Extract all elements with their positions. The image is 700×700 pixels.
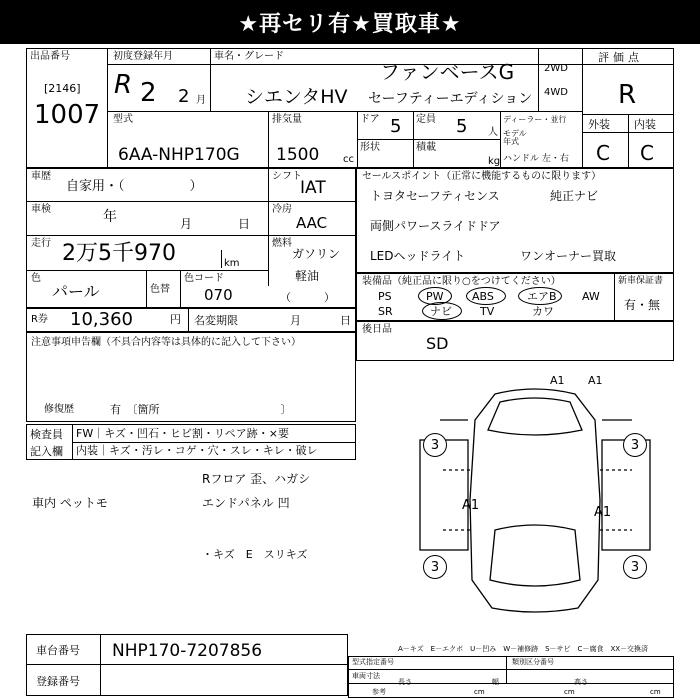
ac-label: 冷房 bbox=[272, 204, 292, 215]
repair-value: 有 〔箇所 〕 bbox=[110, 403, 292, 416]
color-label: 色 bbox=[31, 273, 41, 284]
model-year-label: モデル年式 bbox=[503, 129, 527, 146]
doors-label: ドア bbox=[360, 114, 380, 125]
loading-unit: kg bbox=[488, 156, 501, 167]
diagram-label: 3 bbox=[423, 555, 447, 579]
mileage-unit: km bbox=[224, 258, 240, 269]
rear-seat-label: 後日品 bbox=[362, 324, 392, 335]
car-diagram bbox=[400, 380, 670, 620]
diagram-label: A1 bbox=[462, 498, 480, 513]
type-label: 型式指定番号 bbox=[352, 658, 394, 666]
fuel-label: 燃料 bbox=[272, 238, 292, 249]
sales-point-item: 純正ナビ bbox=[550, 189, 599, 203]
height-label: 高さ bbox=[574, 678, 588, 686]
fuel-gasoline: ガソリン bbox=[292, 247, 341, 261]
first-reg-era: R bbox=[114, 70, 133, 100]
lot-label: 出品番号 bbox=[30, 51, 70, 62]
inspection-day-unit: 日 bbox=[238, 217, 251, 231]
equip-abs-circle bbox=[466, 287, 506, 305]
usage-label: 車歴 bbox=[31, 171, 51, 182]
mileage-value: 2万5千970 bbox=[62, 241, 176, 266]
diagram-legend: A－キズ E－エクボ U－凹み W－補修跡 S－サビ C－腐食 XX－交換済 bbox=[398, 645, 649, 653]
exterior-value: C bbox=[596, 141, 610, 165]
capacity-unit: 人 bbox=[488, 127, 498, 138]
header-title: ★再セリ有★買取車★ bbox=[238, 11, 462, 37]
diagram-label: 3 bbox=[423, 433, 447, 457]
equip-ps: PS bbox=[378, 290, 392, 303]
inspector-row1-text: FW｜キズ・凹石・ヒビ割・リペア跡・×要 bbox=[76, 427, 289, 440]
size-label: 車両寸法 bbox=[352, 672, 380, 680]
equip-airbag-circle bbox=[518, 287, 562, 305]
sales-points-label: セールスポイント（正常に機能するものに限ります） bbox=[362, 171, 602, 182]
inspection-label: 車検 bbox=[31, 204, 51, 215]
length-label: 長さ bbox=[398, 678, 412, 686]
cm-label: cm bbox=[474, 688, 485, 696]
first-reg-month-unit: 月 bbox=[196, 95, 206, 106]
cm-label: cm bbox=[564, 688, 575, 696]
repair-label: 修復歴 bbox=[44, 404, 74, 415]
cm-label: cm bbox=[650, 688, 661, 696]
capacity-label: 定員 bbox=[416, 114, 436, 125]
diagram-label: A1 bbox=[550, 374, 565, 387]
color-value: パール bbox=[52, 282, 100, 301]
first-reg-month: 2 bbox=[178, 86, 190, 107]
width-label: 幅 bbox=[492, 678, 499, 686]
dealer-label: ディーラー・並行 bbox=[503, 115, 567, 124]
inspection-year-strike: 年 bbox=[103, 209, 117, 225]
inspector-note: エンドパネル 凹 bbox=[202, 496, 290, 510]
doors-value: 5 bbox=[390, 116, 402, 137]
equip-abs: ABS bbox=[472, 290, 494, 303]
interior-value: C bbox=[640, 141, 654, 165]
inspector-row1-label: 検査員 bbox=[30, 428, 63, 441]
diagram-label: A1 bbox=[594, 505, 612, 520]
bottom-right-table bbox=[348, 656, 674, 698]
diagram-label: 3 bbox=[623, 433, 647, 457]
first-reg-label: 初度登録年月 bbox=[113, 51, 173, 62]
ref-label: 参考 bbox=[372, 688, 386, 696]
drive-2wd: 2WD bbox=[544, 63, 568, 74]
lot-number: 1007 bbox=[34, 100, 101, 130]
loading-label: 積載 bbox=[416, 142, 436, 153]
reg-label: 登録番号 bbox=[36, 675, 80, 688]
interior-label: 内装 bbox=[634, 118, 656, 131]
diagram-label: A1 bbox=[588, 374, 603, 387]
shift-value: IAT bbox=[300, 178, 326, 198]
car-name-line3: セーフティーエディション bbox=[368, 91, 533, 107]
left-note: 車内 ペットモ bbox=[32, 496, 108, 510]
first-reg-year: 2 bbox=[140, 78, 157, 108]
model-label: 型式 bbox=[113, 114, 133, 125]
equipment-label: 装備品（純正品に限り○をつけてください） bbox=[362, 276, 561, 287]
recycle-value: 10,360 bbox=[70, 309, 133, 330]
warranty-label: 新車保証書 bbox=[618, 276, 664, 286]
sales-point-item: トヨタセーフティセンス bbox=[370, 189, 500, 203]
equip-navi: ナビ bbox=[430, 305, 452, 318]
equip-pw: PW bbox=[426, 290, 444, 303]
inspector-row2-text: 内装｜キズ・汚レ・コゲ・穴・スレ・キレ・破レ bbox=[76, 444, 318, 457]
sales-point-item: 両側パワースライドドア bbox=[370, 219, 501, 233]
color-code-label: 色コード bbox=[184, 273, 224, 284]
fuel-paren: （ ） bbox=[280, 291, 335, 304]
equip-aw: AW bbox=[582, 290, 600, 303]
usage-value: 自家用・（ ） bbox=[66, 179, 203, 194]
diagram-label: 3 bbox=[623, 555, 647, 579]
sales-point-item: ワンオーナー買取 bbox=[520, 249, 617, 263]
page-header bbox=[0, 0, 700, 44]
car-name-line2: シエンタHV bbox=[245, 86, 348, 108]
name-change-label: 名変期限 bbox=[194, 314, 238, 327]
capacity-value: 5 bbox=[456, 116, 468, 137]
lot-code: [2146] bbox=[44, 82, 81, 95]
handle-label: ハンドル 左・右 bbox=[503, 154, 569, 164]
exterior-label: 外装 bbox=[588, 118, 610, 131]
displacement-value: 1500 bbox=[276, 145, 320, 165]
name-change-day: 日 bbox=[340, 314, 351, 327]
warranty-value: 有・無 bbox=[624, 298, 661, 312]
recycle-label: R券 bbox=[31, 314, 48, 325]
chassis-label: 車台番号 bbox=[36, 644, 80, 657]
drive-4wd: 4WD bbox=[544, 87, 568, 98]
model-value: 6AA-NHP170G bbox=[118, 145, 240, 165]
equip-tv: TV bbox=[480, 305, 495, 318]
displacement-label: 排気量 bbox=[272, 114, 302, 125]
shape-label: 形状 bbox=[360, 142, 380, 153]
inspector-note: ・キズ E スリキズ bbox=[202, 548, 308, 561]
class-label: 類別区分番号 bbox=[512, 658, 554, 666]
equip-sr: SR bbox=[378, 305, 393, 318]
sales-point-item: LEDヘッドライト bbox=[370, 249, 466, 263]
shift-label: シフト bbox=[272, 171, 302, 182]
rear-seat-box bbox=[356, 321, 674, 361]
car-name-line1: ファンベースG bbox=[380, 60, 515, 84]
inspector-row2-label: 記入欄 bbox=[30, 445, 63, 458]
fuel-light-oil: 軽油 bbox=[295, 269, 320, 283]
equip-airbag: エアB bbox=[527, 290, 557, 303]
inspector-note: Rフロア 歪、ハガシ bbox=[202, 472, 311, 486]
equip-navi-circle bbox=[422, 302, 462, 320]
color-tone-label: 色替 bbox=[150, 284, 170, 295]
inspection-month-unit: 月 bbox=[180, 217, 193, 231]
name-change-month: 月 bbox=[290, 314, 301, 327]
recycle-unit: 円 bbox=[170, 313, 181, 326]
notes-label: 注意事項申告欄（不具合内容等は具体的に記入して下さい） bbox=[31, 337, 301, 348]
mileage-label: 走行 bbox=[31, 238, 51, 249]
chassis-value: NHP170-7207856 bbox=[112, 641, 263, 661]
displacement-unit: cc bbox=[343, 154, 354, 165]
rating-label: 評価点 bbox=[598, 51, 643, 64]
rear-seat-value: SD bbox=[426, 334, 449, 353]
rating-value: R bbox=[618, 80, 637, 110]
color-code: 070 bbox=[204, 286, 233, 304]
ac-value: AAC bbox=[296, 214, 328, 232]
car-name-label: 車名・グレード bbox=[214, 51, 284, 62]
equip-leather: カワ bbox=[532, 305, 554, 318]
